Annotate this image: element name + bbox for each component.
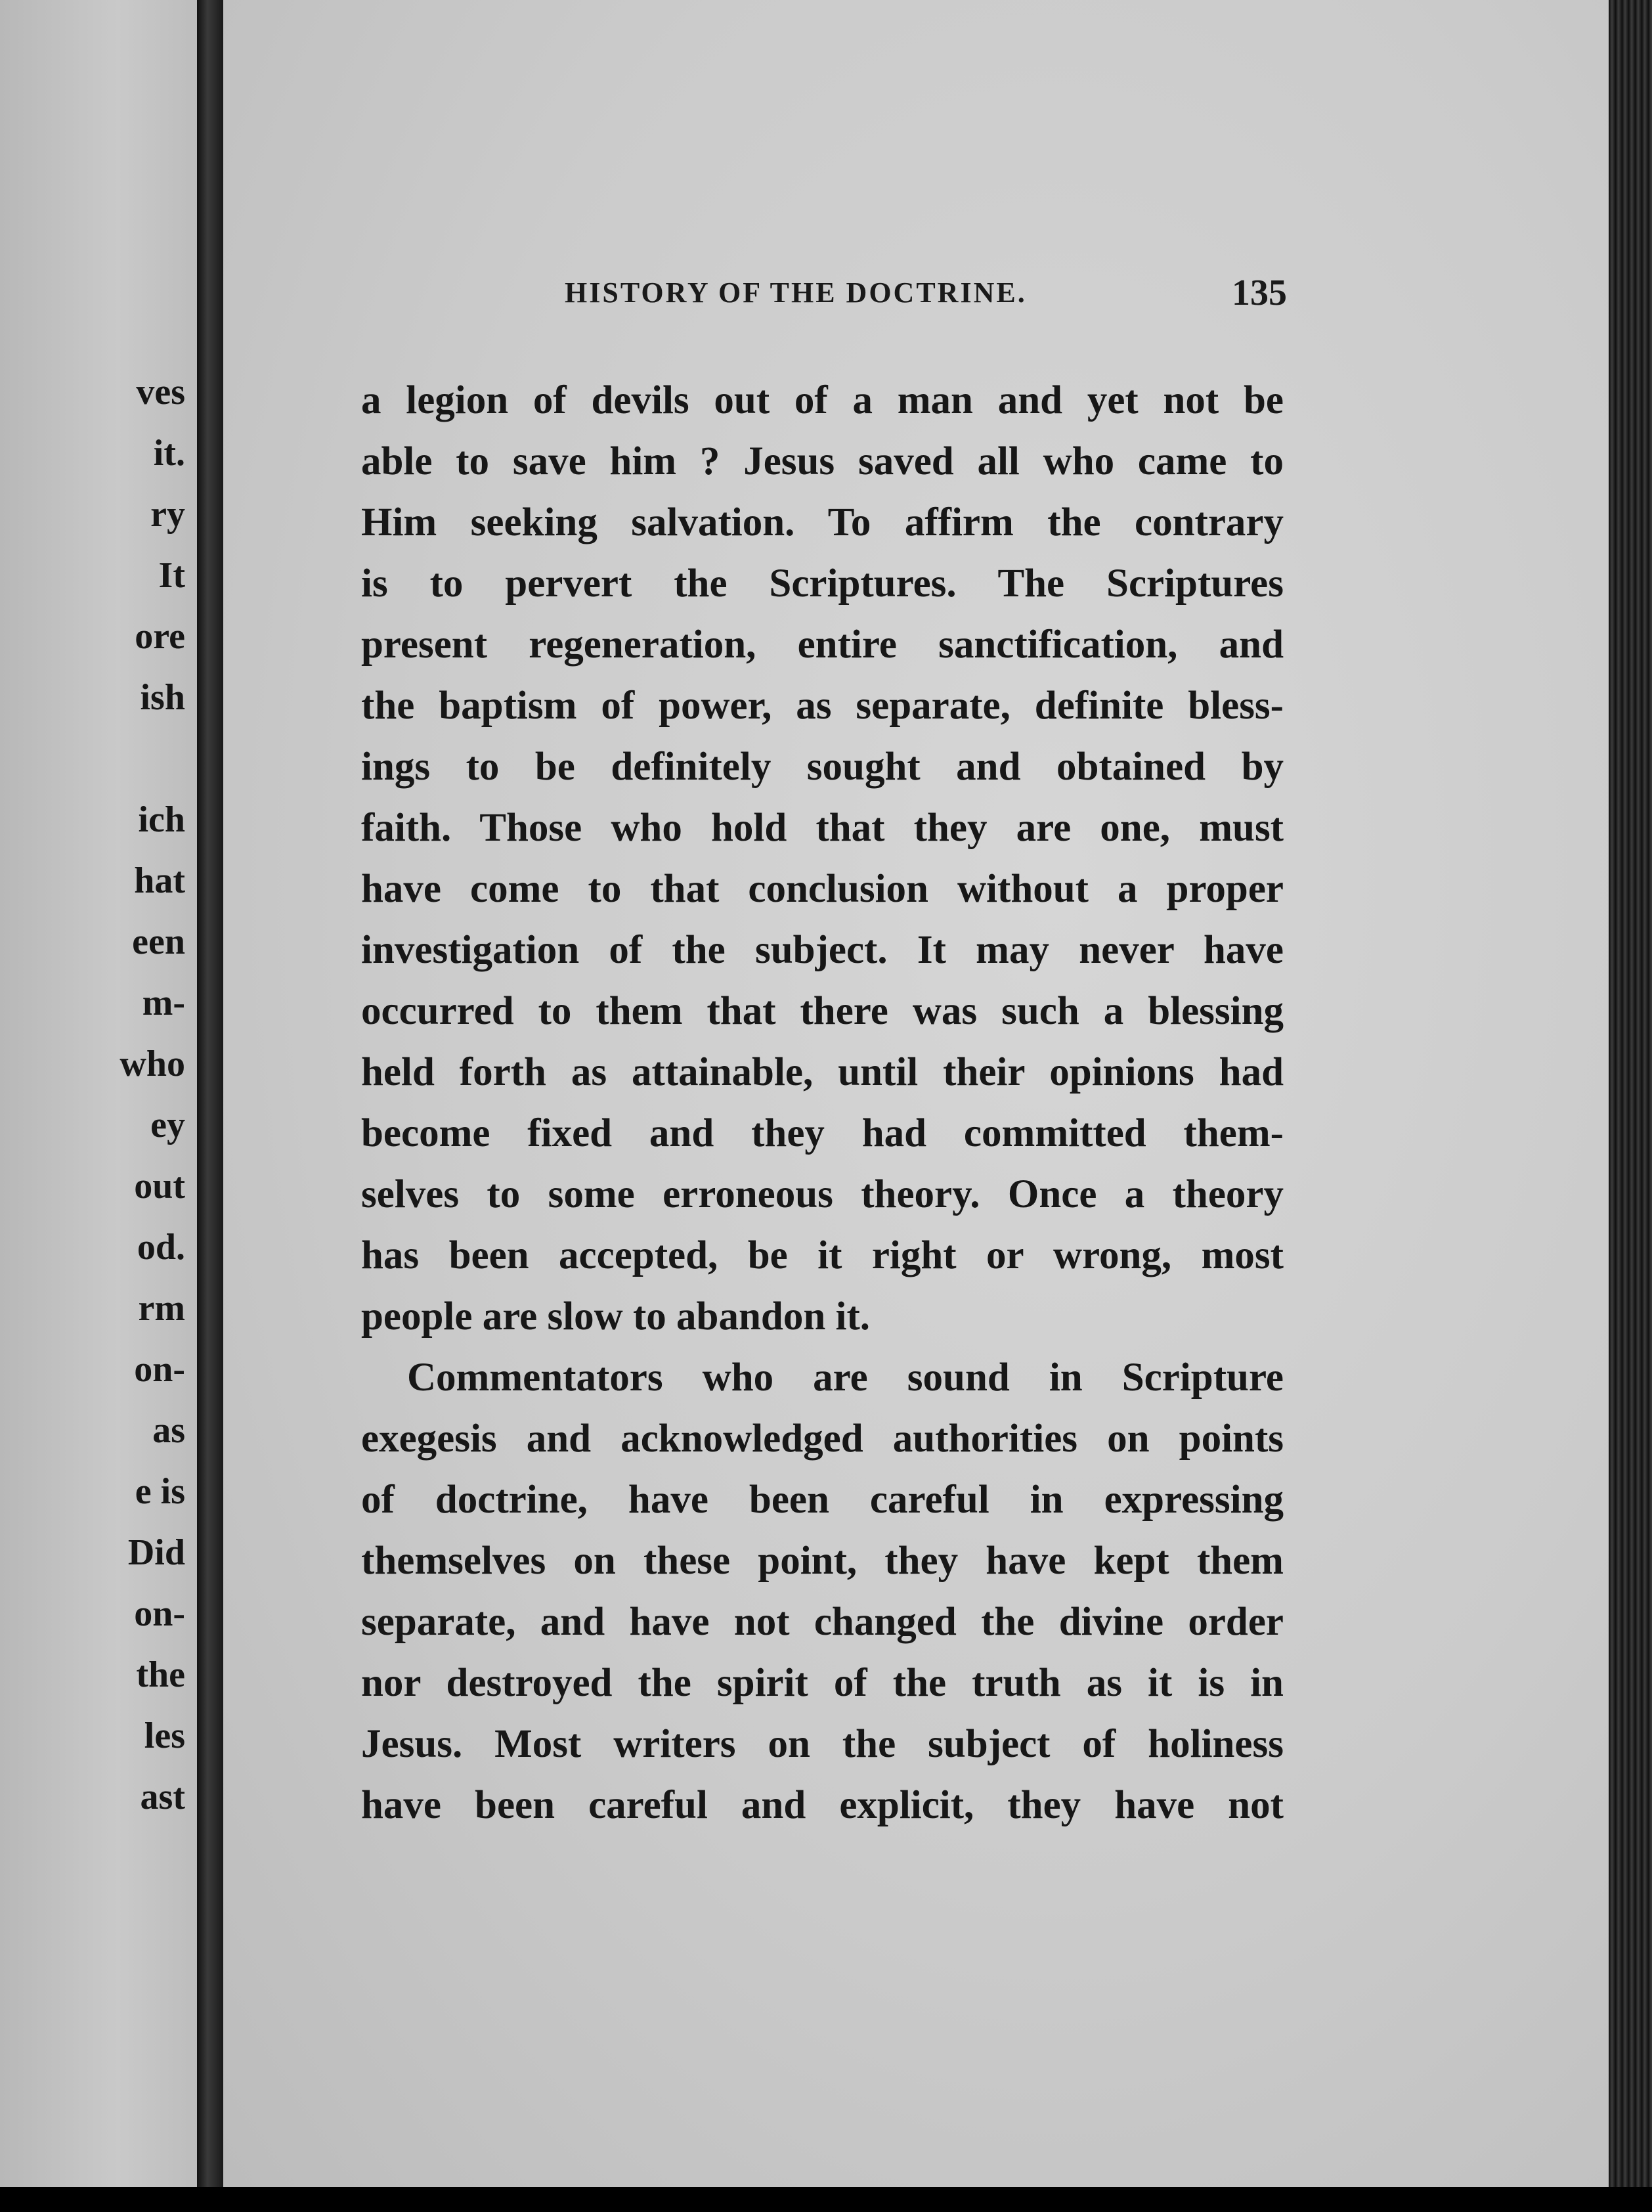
facing-line: out — [134, 1166, 185, 1206]
text-line: ings to be definitely sought and obtained by — [361, 745, 1284, 789]
running-head: HISTORY OF THE DOCTRINE. — [565, 276, 1027, 309]
text-line: have been careful and explicit, they have not — [361, 1783, 1284, 1827]
facing-line: on- — [134, 1593, 185, 1634]
text-line: of doctrine, have been careful in expressing — [361, 1478, 1284, 1522]
text-line: Commentators who are sound in Scripture — [407, 1356, 1284, 1400]
page-header — [565, 273, 1287, 322]
text-line: the baptism of power, as separate, definite bless- — [361, 684, 1284, 728]
text-line: investigation of the subject. It may never have — [361, 928, 1284, 972]
scan-border — [0, 2187, 1652, 2212]
facing-line: the — [136, 1654, 185, 1695]
facing-line: ry — [150, 494, 185, 535]
facing-line: m- — [142, 983, 185, 1023]
text-line: able to save him ? Jesus saved all who came to — [361, 439, 1284, 483]
page-number: 135 — [1232, 273, 1287, 313]
facing-line: on- — [134, 1349, 185, 1390]
text-line: people are slow to abandon it. — [361, 1294, 871, 1338]
text-line: occurred to them that there was such a blessing — [361, 989, 1284, 1033]
text-line: nor destroyed the spirit of the truth as it is in — [361, 1661, 1284, 1705]
book-gutter — [197, 0, 223, 2212]
facing-line: who — [120, 1044, 185, 1084]
text-line: become fixed and they had committed them- — [361, 1111, 1284, 1155]
text-line: themselves on these point, they have kept them — [361, 1539, 1284, 1583]
text-line: is to pervert the Scriptures. The Scriptures — [361, 562, 1284, 606]
facing-page-fragment — [0, 0, 197, 2212]
text-line: Him seeking salvation. To affirm the contrary — [361, 500, 1284, 544]
facing-line: hat — [134, 860, 185, 901]
text-line: a legion of devils out of a man and yet not be — [361, 378, 1284, 422]
facing-line: ich — [138, 799, 185, 840]
facing-line: It — [158, 555, 185, 596]
facing-line: ish — [140, 677, 185, 718]
text-line: separate, and have not changed the divine order — [361, 1600, 1284, 1644]
text-line: faith. Those who hold that they are one, must — [361, 806, 1284, 850]
text-line: have come to that conclusion without a proper — [361, 867, 1284, 911]
facing-line: ves — [136, 372, 185, 412]
facing-line: ast — [140, 1777, 185, 1817]
facing-line: e is — [135, 1471, 185, 1512]
text-line: held forth as attainable, until their opinions had — [361, 1050, 1284, 1094]
text-line: selves to some erroneous theory. Once a theory — [361, 1172, 1284, 1216]
facing-line: ey — [150, 1105, 185, 1145]
facing-line: les — [144, 1715, 185, 1756]
page-edge — [1609, 0, 1652, 2212]
facing-line: it. — [153, 433, 185, 474]
text-line: exegesis and acknowledged authorities on points — [361, 1417, 1284, 1461]
facing-line: as — [152, 1410, 185, 1451]
facing-line: een — [132, 921, 185, 962]
text-line: has been accepted, be it right or wrong, most — [361, 1233, 1284, 1277]
text-line: present regeneration, entire sanctification, and — [361, 623, 1284, 667]
facing-line: Did — [127, 1532, 185, 1573]
facing-line: ore — [135, 616, 185, 657]
facing-line: rm — [138, 1288, 185, 1329]
text-line: Jesus. Most writers on the subject of holiness — [361, 1722, 1284, 1766]
facing-line: od. — [137, 1227, 185, 1268]
